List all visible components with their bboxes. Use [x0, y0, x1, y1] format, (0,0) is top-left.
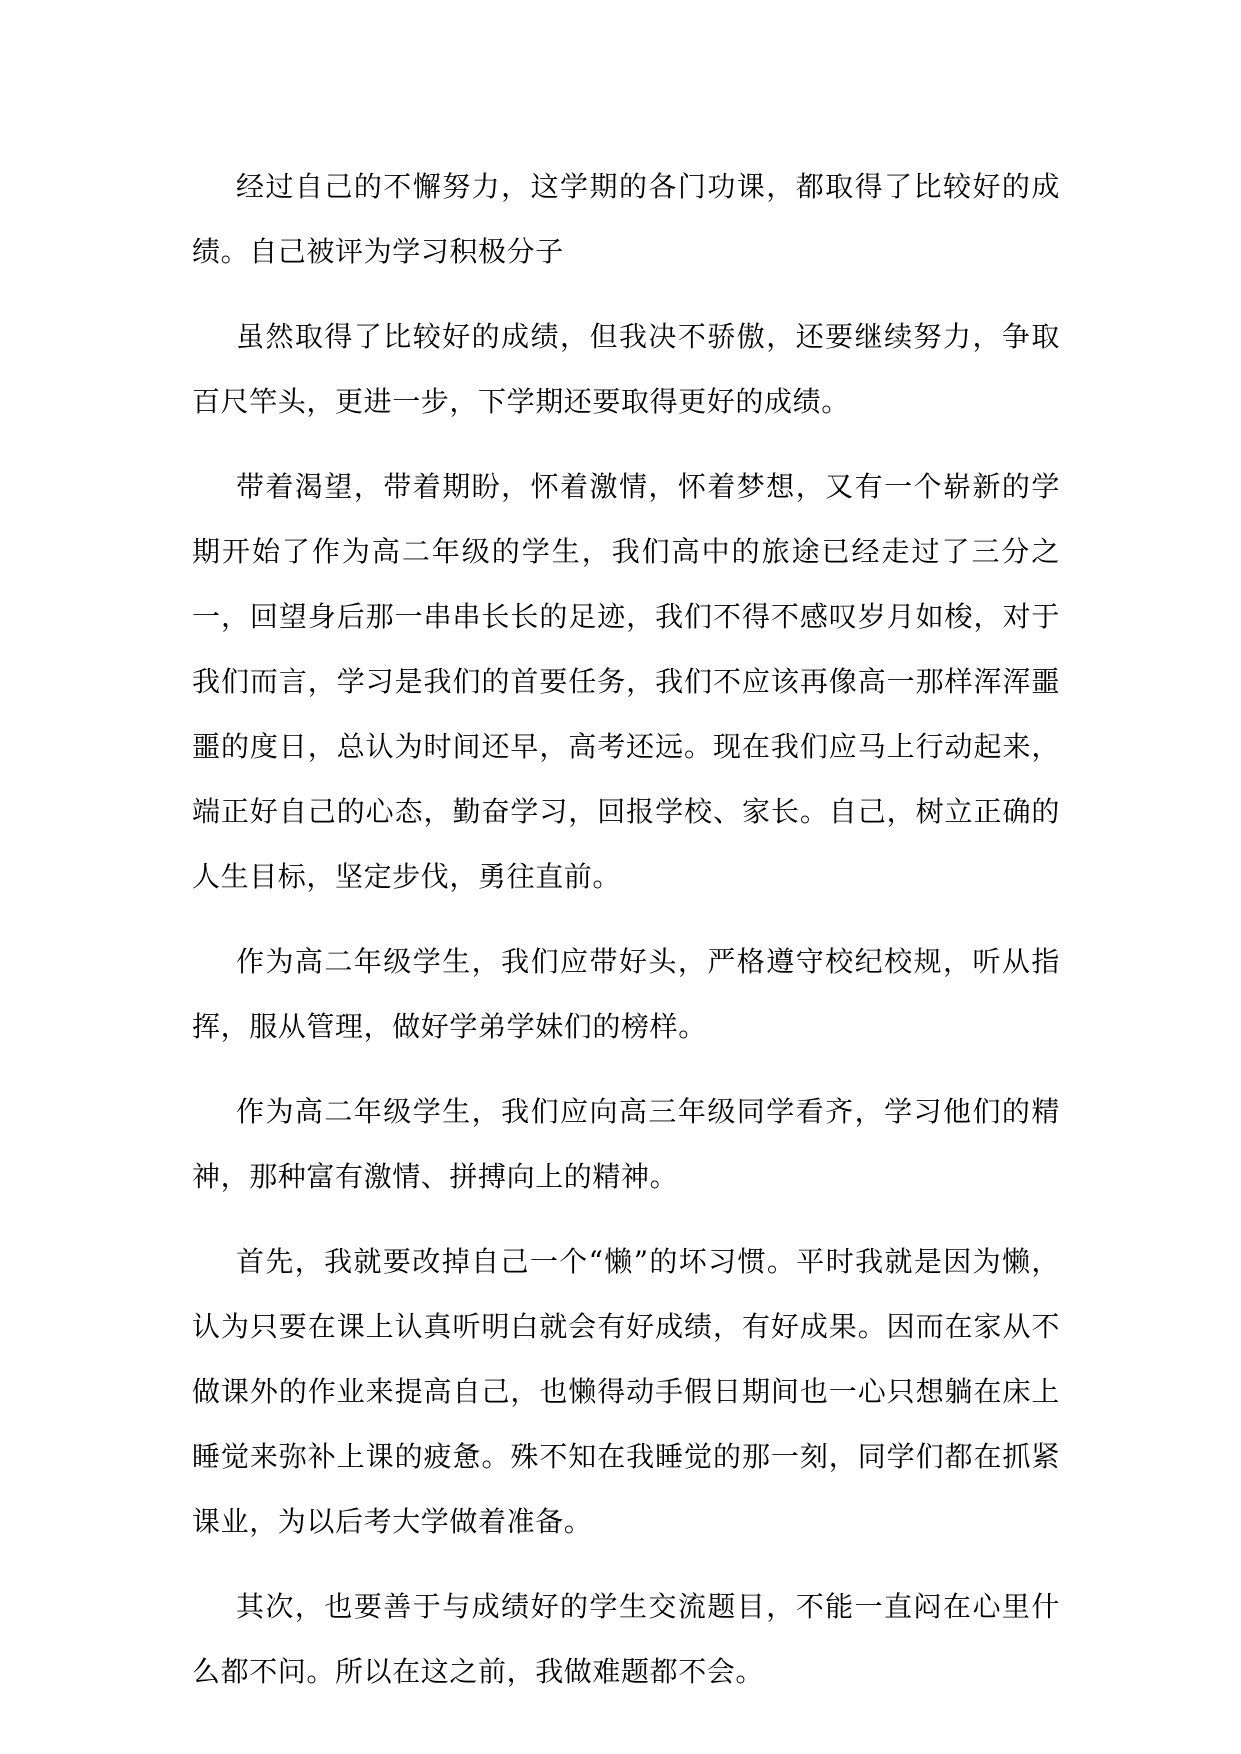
paragraph-1: 经过自己的不懈努力，这学期的各门功课，都取得了比较好的成绩。自己被评为学习积极分子 — [192, 170, 1060, 268]
paragraph-3: 带着渴望，带着期盼，怀着激情，怀着梦想，又有一个崭新的学期开始了作为高二年级的学生，我们高中的旅途已经走过了三分之一，回望身后那一串串长长的足迹，我们不得不感叹岁月如梭，对于我们而言，学习是我们的首要任务，我们不应该再像高一那样浑浑噩噩的度日，总认为时间还早，高考还远。现在我们应马上行动起来，端正好自己的心态，勤奋学习，回报学校、家长。自己，树立正确的人生目标，坚定步伐，勇往直前。 — [192, 470, 1060, 893]
paragraph-5: 作为高二年级学生，我们应向高三年级同学看齐，学习他们的精神，那种富有激情、拼搏向上的精神。 — [192, 1095, 1060, 1193]
paragraph-4: 作为高二年级学生，我们应带好头，严格遵守校纪校规，听从指挥，服从管理，做好学弟学妹们的榜样。 — [192, 945, 1060, 1043]
paragraph-7: 其次，也要善于与成绩好的学生交流题目，不能一直闷在心里什么都不问。所以在这之前，我做难题都不会。 — [192, 1590, 1060, 1688]
paragraph-6: 首先，我就要改掉自己一个“懒”的坏习惯。平时我就是因为懒，认为只要在课上认真听明白就会有好成绩，有好成果。因而在家从不做课外的作业来提高自己，也懒得动手假日期间也一心只想躺在床上睡觉来弥补上课的疲惫。殊不知在我睡觉的那一刻，同学们都在抓紧课业，为以后考大学做着准备。 — [192, 1245, 1060, 1538]
document-body — [192, 154, 1060, 1724]
paragraph-2: 虽然取得了比较好的成绩，但我决不骄傲，还要继续努力，争取百尺竿头，更进一步，下学期还要取得更好的成绩。 — [192, 320, 1060, 418]
